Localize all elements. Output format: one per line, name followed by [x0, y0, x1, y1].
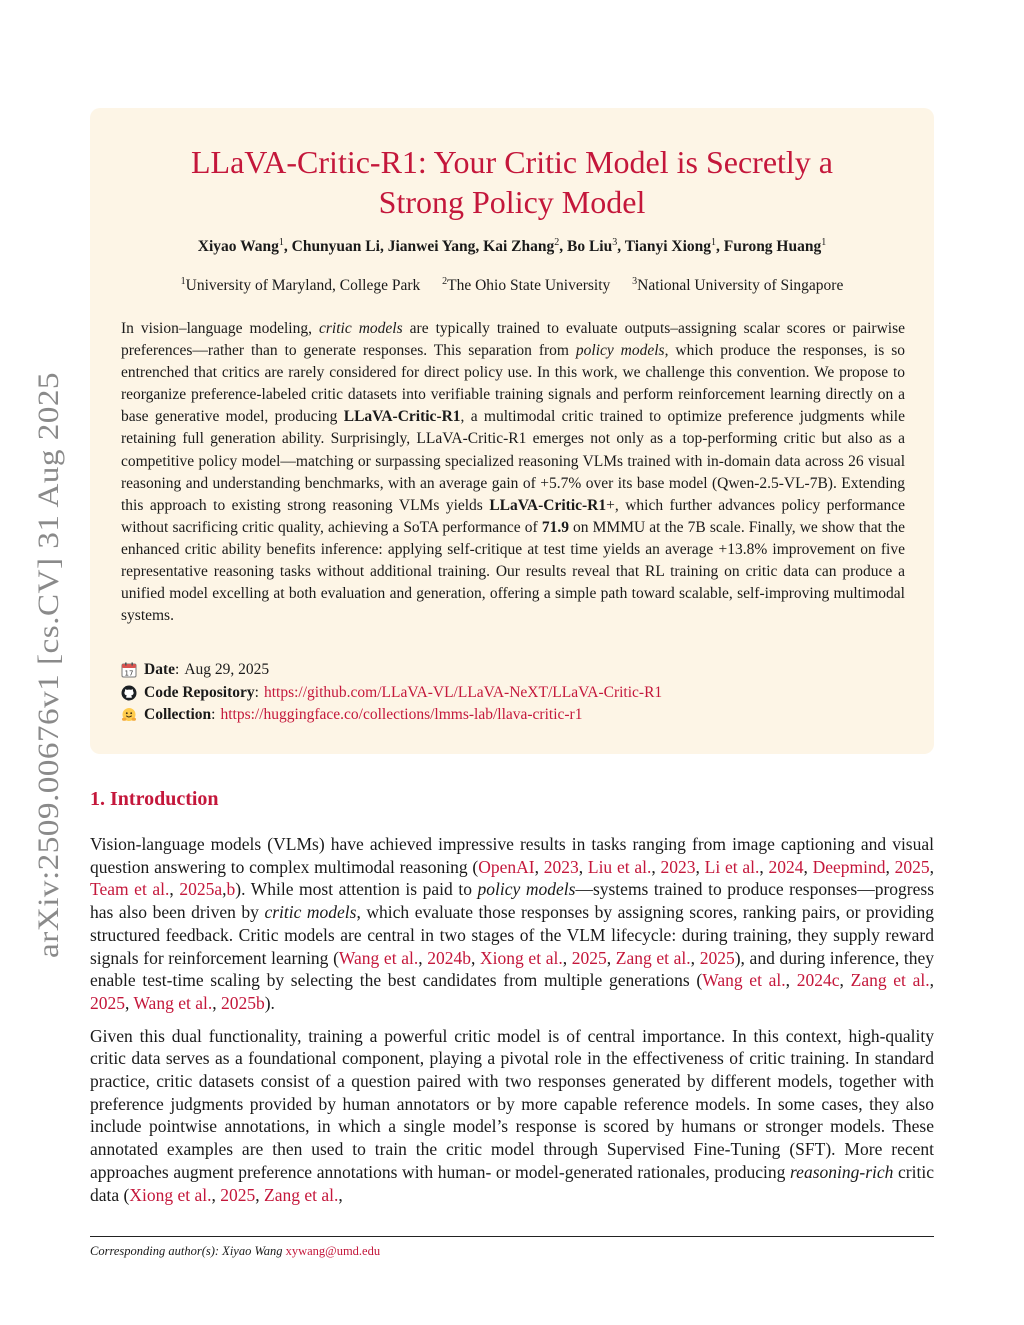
- label-colon: :: [175, 661, 180, 678]
- citation-link[interactable]: Deepmind: [812, 856, 886, 877]
- section-number: 1.: [90, 788, 105, 810]
- citation-link[interactable]: Zang et al.: [264, 1184, 339, 1205]
- hugging-face-icon: [121, 707, 139, 723]
- introduction-body: [90, 833, 934, 1216]
- author-name: Furong Huang: [723, 238, 822, 256]
- author: [724, 238, 826, 255]
- author-affil-sup: 3: [612, 237, 618, 248]
- author-affil-sup: 1: [711, 237, 716, 248]
- citation-link[interactable]: 2025: [894, 856, 930, 877]
- author-name: Kai Zhang: [483, 238, 555, 256]
- body-text: ,: [839, 970, 851, 991]
- body-text: ,: [212, 992, 221, 1013]
- citation-link[interactable]: Wang et al.: [702, 970, 786, 991]
- paper-metadata: [121, 659, 905, 727]
- body-text: ,: [803, 856, 813, 877]
- body-text: ,: [690, 947, 700, 968]
- body-text: ,: [222, 879, 227, 900]
- citation-link[interactable]: Xiong et al.: [129, 1184, 212, 1205]
- body-text: ,: [418, 947, 428, 968]
- body-text: ,: [338, 1184, 343, 1205]
- abstract-text: , which produce the responses, is so entrenched that critics are rarely considered for direct policy use. In this work, we challenge this convention. We propose to reorganize preference-labeled critic datasets into verifiable training signals and perform reinforcement learning directly on a base generative model, producing: [121, 342, 906, 426]
- author-list: [90, 237, 934, 256]
- collection-label: Collection: [144, 706, 212, 723]
- body-emphasis: critic models: [264, 902, 357, 923]
- affiliation-name: The Ohio State University: [447, 277, 611, 295]
- body-text: ). While most attention is paid to: [235, 879, 478, 900]
- author-separator: ,: [283, 238, 292, 256]
- citation-link[interactable]: 2024c: [796, 970, 840, 991]
- footnote-divider: [90, 1236, 934, 1237]
- date-row: [121, 659, 905, 682]
- arxiv-stamp-svg: [18, 370, 68, 960]
- paper-title: [90, 142, 934, 222]
- citation-link[interactable]: 2025: [90, 992, 125, 1013]
- citation-link[interactable]: 2025: [571, 947, 607, 968]
- abstract-text: are typically trained to evaluate outputs–assigning scalar scores or pairwise preferences—rather than to generate responses. This separation from: [121, 320, 906, 360]
- body-text: ,: [169, 879, 180, 900]
- author-separator: ,: [617, 238, 625, 256]
- citation-link[interactable]: 2025b: [220, 992, 265, 1013]
- citation-link[interactable]: Xiong et al.: [480, 947, 563, 968]
- author-affil-sup: 1: [821, 237, 827, 248]
- author: [198, 238, 292, 255]
- body-text: critic data (: [90, 1161, 934, 1205]
- body-text: ,: [606, 947, 616, 968]
- body-text: ,: [759, 856, 769, 877]
- affiliation-name: University of Maryland, College Park: [185, 277, 421, 295]
- affiliation: [181, 277, 421, 294]
- paragraph-2: [90, 1025, 934, 1207]
- abstract-score: 71.9: [541, 518, 569, 536]
- corresponding-author-footnote: [90, 1244, 380, 1259]
- body-text: ,: [695, 856, 705, 877]
- label-colon: :: [211, 706, 216, 723]
- body-emphasis: policy models: [477, 879, 576, 900]
- body-text: ,: [471, 947, 481, 968]
- author-separator: ,: [379, 238, 388, 256]
- abstract-text: +, which further advances policy performance without sacrificing critic quality, achieving a SoTA performance of: [121, 496, 905, 536]
- author: [483, 238, 567, 255]
- body-text: ,: [211, 1184, 221, 1205]
- affiliation: [442, 277, 610, 294]
- collection-row: [121, 704, 905, 727]
- abstract-emphasis: policy models: [575, 342, 665, 360]
- body-text: ), and during inference, they enable test-time scaling by selecting the best candidates from multiple generations (: [90, 947, 935, 991]
- citation-link[interactable]: OpenAI: [478, 856, 535, 877]
- section-heading-introduction: [90, 788, 219, 811]
- citation-link[interactable]: Wang et al.: [338, 947, 419, 968]
- body-text: ,: [534, 856, 544, 877]
- body-text: ,: [578, 856, 588, 877]
- body-text: ,: [255, 1184, 264, 1205]
- affiliation-sup: 1: [180, 276, 186, 287]
- citation-link[interactable]: 2024b: [427, 947, 471, 968]
- body-text: —systems trained to produce responses—progress has also been driven by: [90, 879, 935, 923]
- abstract: [121, 318, 905, 627]
- abstract-text: on MMMU at the 7B scale. Finally, we show that the enhanced critic ability benefits inference: applying self-critique at test time yields an average +13.8% improvement on five representative reasoning tasks without additional training. Our results reveal that RL training on critic data can produce a unified model excelling at both evaluation and generation, offering a simple path toward scalable, self-improving multimodal systems.: [121, 518, 905, 625]
- section-title: Introduction: [110, 788, 219, 810]
- collection-link[interactable]: https://huggingface.co/collections/lmms-lab/llava-critic-r1: [220, 706, 583, 723]
- author: [292, 238, 388, 255]
- author-name: Xiyao Wang: [197, 238, 279, 256]
- author: [625, 238, 724, 255]
- code-repository-link[interactable]: https://github.com/LLaVA-VL/LLaVA-NeXT/LLaVA-Critic-R1: [263, 683, 663, 701]
- github-icon: [121, 685, 139, 701]
- citation-link[interactable]: 2025: [699, 947, 735, 968]
- body-text: ,: [885, 856, 895, 877]
- body-text: ,: [651, 856, 661, 877]
- citation-link[interactable]: Zang et al.: [850, 970, 930, 991]
- citation-link[interactable]: 2023: [543, 856, 579, 877]
- citation-link[interactable]: b: [226, 879, 236, 900]
- body-text: ).: [264, 992, 275, 1013]
- author-separator: ,: [475, 238, 484, 256]
- citation-link[interactable]: Zang et al.: [615, 947, 691, 968]
- body-text: ,: [562, 947, 572, 968]
- abstract-model-name: LLaVA-Critic-R1: [489, 496, 607, 514]
- title-line-1: LLaVA-Critic-R1: Your Critic Model is Secretly a: [191, 144, 833, 180]
- citation-link[interactable]: Li et al.: [704, 856, 760, 877]
- date-value: Aug 29, 2025: [184, 661, 270, 678]
- affiliation-name: National University of Singapore: [637, 277, 844, 295]
- author-name: Chunyuan Li: [291, 238, 380, 256]
- affiliation: [632, 277, 843, 294]
- author: [567, 238, 625, 255]
- citation-link[interactable]: Wang et al.: [133, 992, 213, 1013]
- body-text: ,: [125, 992, 134, 1013]
- abstract-model-name: LLaVA-Critic-R1: [343, 408, 461, 426]
- body-text: ,: [785, 970, 797, 991]
- abstract-emphasis: critic models: [319, 320, 403, 337]
- title-line-2: Strong Policy Model: [378, 184, 646, 220]
- citation-link[interactable]: 2025: [220, 1184, 256, 1205]
- abstract-text: In vision–language modeling,: [121, 320, 319, 337]
- abstract-paragraph: [121, 318, 905, 627]
- arxiv-stamp: [18, 370, 68, 960]
- author-separator: ,: [716, 238, 724, 256]
- body-emphasis: reasoning-rich: [790, 1161, 894, 1182]
- svg-text:17: 17: [124, 669, 134, 678]
- author-name: Jianwei Yang: [387, 238, 476, 256]
- author-separator: ,: [559, 238, 567, 256]
- paragraph-1: [90, 833, 934, 1015]
- citation-link[interactable]: Liu et al.: [587, 856, 652, 877]
- body-text: ,: [929, 970, 935, 991]
- affiliation-sup: 2: [442, 276, 448, 287]
- citation-link[interactable]: Team et al.: [90, 879, 170, 900]
- arxiv-stamp-text: arXiv:2509.00676v1 [cs.CV] 31 Aug 2025: [32, 429, 65, 958]
- footnote-label: Corresponding author(s): Xiyao Wang: [90, 1244, 286, 1258]
- body-text: Given this dual functionality, training a powerful critic model is of central importance. In this context, high-quality critic data serves as a foundational component, playing a pivotal role in the effectiveness of critic training. In standard practice, critic datasets consist of a question paired with two responses generated by different models, together with preference judgments provided by human annotators or by more capable reference models. In some cases, they also include pointwise annotations, in which a single model’s response is scored by humans or stronger models. These annotated examples are then used to train the critic model through Supervised Fine-Tuning (SFT). More recent approaches augment preference annotations with human- or model-generated rationales, producing: [90, 1025, 934, 1182]
- author-affil-sup: 1: [278, 237, 284, 248]
- author-affil-sup: 2: [554, 237, 560, 248]
- citation-link[interactable]: 2025a: [179, 879, 223, 900]
- body-text: Vision-language models (VLMs) have achieved impressive results in tasks ranging from image captioning and visual question answering to complex multimodal reasoning (: [90, 834, 934, 877]
- label-colon: :: [254, 683, 259, 701]
- body-text: ,: [929, 856, 935, 877]
- author-name: Bo Liu: [566, 238, 613, 256]
- author: [388, 238, 483, 255]
- author-email-link[interactable]: xywang@umd.edu: [285, 1244, 381, 1258]
- abstract-text: , a multimodal critic trained to optimize preference judgments while retaining full generation ability. Surprisingly, LLaVA-Critic-R1 emerges not only as a top-performing critic but also as a competitive policy model—matching or surpassing specialized reasoning VLMs trained with in-domain data across 26 visual reasoning and understanding benchmarks, with an average gain of +5.7% over its base model (Qwen-2.5-VL-7B). Extending this approach to existing strong reasoning VLMs yields: [121, 408, 905, 514]
- code-repository-row: [121, 682, 905, 705]
- body-text: , which evaluate those responses by assigning scores, ranking pairs, or providing structured feedback. Critic models are central in two stages of the VLM lifecycle: during training, they supply reward signals for reinforcement learning (: [90, 902, 934, 968]
- affiliation-list: [90, 276, 934, 295]
- citation-link[interactable]: 2023: [660, 856, 696, 877]
- author-name: Tianyi Xiong: [624, 238, 711, 256]
- date-label: Date: [144, 661, 175, 678]
- code-repository-label: Code Repository: [144, 683, 255, 701]
- calendar-icon: [121, 662, 139, 678]
- citation-link[interactable]: 2024: [768, 856, 804, 877]
- affiliation-sup: 3: [632, 276, 638, 287]
